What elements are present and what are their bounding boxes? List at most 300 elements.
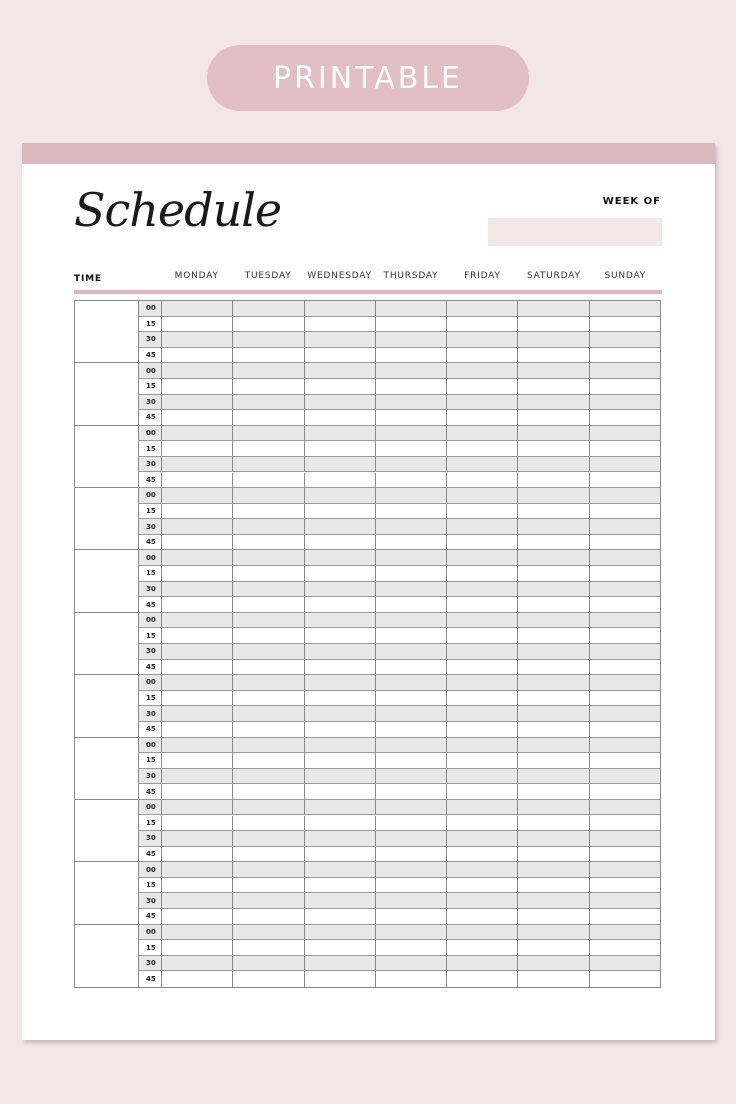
slot-cell-thursday[interactable]: [376, 488, 447, 503]
slot-cell-monday[interactable]: [162, 410, 233, 425]
slot-cell-tuesday[interactable]: [233, 628, 304, 643]
slot-cell-sunday[interactable]: [590, 784, 660, 799]
slot-cell-wednesday[interactable]: [305, 395, 376, 410]
slot-cell-saturday[interactable]: [518, 410, 589, 425]
slot-cell-saturday[interactable]: [518, 317, 589, 332]
slot-cell-friday[interactable]: [447, 410, 518, 425]
slot-cell-tuesday[interactable]: [233, 519, 304, 534]
slot-cell-saturday[interactable]: [518, 582, 589, 597]
slot-cell-monday[interactable]: [162, 441, 233, 456]
hour-cell[interactable]: [75, 426, 139, 488]
slot-cell-thursday[interactable]: [376, 831, 447, 846]
slot-cell-sunday[interactable]: [590, 706, 660, 721]
slot-cell-friday[interactable]: [447, 706, 518, 721]
slot-cell-sunday[interactable]: [590, 426, 660, 441]
slot-cell-sunday[interactable]: [590, 800, 660, 815]
slot-cell-tuesday[interactable]: [233, 597, 304, 612]
slot-cell-wednesday[interactable]: [305, 644, 376, 659]
slot-cell-wednesday[interactable]: [305, 925, 376, 940]
slot-cell-wednesday[interactable]: [305, 816, 376, 831]
slot-cell-monday[interactable]: [162, 628, 233, 643]
slot-cell-friday[interactable]: [447, 831, 518, 846]
slot-cell-thursday[interactable]: [376, 893, 447, 908]
slot-cell-thursday[interactable]: [376, 847, 447, 862]
hour-cell[interactable]: [75, 301, 139, 363]
slot-cell-thursday[interactable]: [376, 722, 447, 737]
slot-cell-monday[interactable]: [162, 597, 233, 612]
slot-cell-thursday[interactable]: [376, 769, 447, 784]
slot-cell-saturday[interactable]: [518, 847, 589, 862]
slot-cell-wednesday[interactable]: [305, 582, 376, 597]
hour-cell[interactable]: [75, 363, 139, 425]
slot-cell-thursday[interactable]: [376, 301, 447, 316]
slot-cell-thursday[interactable]: [376, 691, 447, 706]
slot-cell-monday[interactable]: [162, 504, 233, 519]
slot-cell-saturday[interactable]: [518, 784, 589, 799]
slot-cell-saturday[interactable]: [518, 956, 589, 971]
slot-cell-wednesday[interactable]: [305, 909, 376, 924]
slot-cell-tuesday[interactable]: [233, 363, 304, 378]
slot-cell-monday[interactable]: [162, 566, 233, 581]
slot-cell-friday[interactable]: [447, 441, 518, 456]
slot-cell-tuesday[interactable]: [233, 395, 304, 410]
slot-cell-sunday[interactable]: [590, 816, 660, 831]
slot-cell-friday[interactable]: [447, 550, 518, 565]
slot-cell-sunday[interactable]: [590, 550, 660, 565]
slot-cell-friday[interactable]: [447, 644, 518, 659]
slot-cell-saturday[interactable]: [518, 613, 589, 628]
slot-cell-tuesday[interactable]: [233, 535, 304, 550]
hour-cell[interactable]: [75, 488, 139, 550]
slot-cell-sunday[interactable]: [590, 332, 660, 347]
slot-cell-sunday[interactable]: [590, 597, 660, 612]
slot-cell-wednesday[interactable]: [305, 800, 376, 815]
slot-cell-wednesday[interactable]: [305, 566, 376, 581]
slot-cell-thursday[interactable]: [376, 317, 447, 332]
slot-cell-sunday[interactable]: [590, 738, 660, 753]
week-of-field[interactable]: [488, 218, 662, 246]
slot-cell-saturday[interactable]: [518, 644, 589, 659]
slot-cell-monday[interactable]: [162, 395, 233, 410]
slot-cell-monday[interactable]: [162, 784, 233, 799]
slot-cell-sunday[interactable]: [590, 691, 660, 706]
slot-cell-saturday[interactable]: [518, 488, 589, 503]
slot-cell-wednesday[interactable]: [305, 348, 376, 363]
slot-cell-thursday[interactable]: [376, 473, 447, 488]
slot-cell-tuesday[interactable]: [233, 550, 304, 565]
slot-cell-monday[interactable]: [162, 301, 233, 316]
slot-cell-wednesday[interactable]: [305, 332, 376, 347]
slot-cell-thursday[interactable]: [376, 441, 447, 456]
slot-cell-monday[interactable]: [162, 800, 233, 815]
slot-cell-friday[interactable]: [447, 332, 518, 347]
slot-cell-sunday[interactable]: [590, 504, 660, 519]
slot-cell-friday[interactable]: [447, 488, 518, 503]
slot-cell-thursday[interactable]: [376, 613, 447, 628]
slot-cell-saturday[interactable]: [518, 597, 589, 612]
slot-cell-thursday[interactable]: [376, 909, 447, 924]
slot-cell-wednesday[interactable]: [305, 691, 376, 706]
slot-cell-thursday[interactable]: [376, 925, 447, 940]
hour-cell[interactable]: [75, 862, 139, 924]
slot-cell-saturday[interactable]: [518, 535, 589, 550]
slot-cell-saturday[interactable]: [518, 426, 589, 441]
slot-cell-tuesday[interactable]: [233, 909, 304, 924]
slot-cell-wednesday[interactable]: [305, 722, 376, 737]
slot-cell-saturday[interactable]: [518, 940, 589, 955]
slot-cell-friday[interactable]: [447, 691, 518, 706]
slot-cell-tuesday[interactable]: [233, 426, 304, 441]
slot-cell-tuesday[interactable]: [233, 488, 304, 503]
slot-cell-wednesday[interactable]: [305, 738, 376, 753]
slot-cell-sunday[interactable]: [590, 956, 660, 971]
slot-cell-monday[interactable]: [162, 644, 233, 659]
slot-cell-sunday[interactable]: [590, 582, 660, 597]
slot-cell-wednesday[interactable]: [305, 473, 376, 488]
slot-cell-sunday[interactable]: [590, 301, 660, 316]
slot-cell-wednesday[interactable]: [305, 971, 376, 987]
slot-cell-thursday[interactable]: [376, 348, 447, 363]
hour-cell[interactable]: [75, 800, 139, 862]
slot-cell-friday[interactable]: [447, 909, 518, 924]
slot-cell-sunday[interactable]: [590, 566, 660, 581]
slot-cell-wednesday[interactable]: [305, 488, 376, 503]
slot-cell-monday[interactable]: [162, 691, 233, 706]
slot-cell-sunday[interactable]: [590, 878, 660, 893]
slot-cell-saturday[interactable]: [518, 550, 589, 565]
slot-cell-monday[interactable]: [162, 675, 233, 690]
slot-cell-saturday[interactable]: [518, 348, 589, 363]
slot-cell-tuesday[interactable]: [233, 301, 304, 316]
slot-cell-saturday[interactable]: [518, 519, 589, 534]
slot-cell-sunday[interactable]: [590, 441, 660, 456]
slot-cell-thursday[interactable]: [376, 784, 447, 799]
slot-cell-saturday[interactable]: [518, 816, 589, 831]
slot-cell-tuesday[interactable]: [233, 816, 304, 831]
slot-cell-sunday[interactable]: [590, 893, 660, 908]
slot-cell-saturday[interactable]: [518, 504, 589, 519]
hour-cell[interactable]: [75, 613, 139, 675]
slot-cell-saturday[interactable]: [518, 722, 589, 737]
slot-cell-thursday[interactable]: [376, 332, 447, 347]
slot-cell-friday[interactable]: [447, 800, 518, 815]
slot-cell-monday[interactable]: [162, 519, 233, 534]
slot-cell-tuesday[interactable]: [233, 831, 304, 846]
slot-cell-thursday[interactable]: [376, 550, 447, 565]
slot-cell-wednesday[interactable]: [305, 753, 376, 768]
slot-cell-monday[interactable]: [162, 816, 233, 831]
slot-cell-sunday[interactable]: [590, 675, 660, 690]
slot-cell-saturday[interactable]: [518, 332, 589, 347]
slot-cell-friday[interactable]: [447, 566, 518, 581]
slot-cell-sunday[interactable]: [590, 909, 660, 924]
slot-cell-saturday[interactable]: [518, 691, 589, 706]
slot-cell-friday[interactable]: [447, 862, 518, 877]
slot-cell-wednesday[interactable]: [305, 301, 376, 316]
slot-cell-saturday[interactable]: [518, 473, 589, 488]
slot-cell-friday[interactable]: [447, 519, 518, 534]
slot-cell-friday[interactable]: [447, 940, 518, 955]
slot-cell-friday[interactable]: [447, 317, 518, 332]
slot-cell-tuesday[interactable]: [233, 348, 304, 363]
slot-cell-friday[interactable]: [447, 504, 518, 519]
hour-cell[interactable]: [75, 738, 139, 800]
slot-cell-tuesday[interactable]: [233, 332, 304, 347]
slot-cell-friday[interactable]: [447, 613, 518, 628]
slot-cell-saturday[interactable]: [518, 800, 589, 815]
slot-cell-sunday[interactable]: [590, 348, 660, 363]
slot-cell-sunday[interactable]: [590, 660, 660, 675]
slot-cell-thursday[interactable]: [376, 675, 447, 690]
slot-cell-wednesday[interactable]: [305, 613, 376, 628]
slot-cell-monday[interactable]: [162, 753, 233, 768]
slot-cell-monday[interactable]: [162, 940, 233, 955]
slot-cell-tuesday[interactable]: [233, 675, 304, 690]
slot-cell-friday[interactable]: [447, 769, 518, 784]
slot-cell-friday[interactable]: [447, 348, 518, 363]
slot-cell-thursday[interactable]: [376, 504, 447, 519]
slot-cell-wednesday[interactable]: [305, 504, 376, 519]
slot-cell-monday[interactable]: [162, 971, 233, 987]
slot-cell-friday[interactable]: [447, 660, 518, 675]
slot-cell-monday[interactable]: [162, 488, 233, 503]
slot-cell-thursday[interactable]: [376, 410, 447, 425]
slot-cell-thursday[interactable]: [376, 706, 447, 721]
slot-cell-friday[interactable]: [447, 925, 518, 940]
slot-cell-tuesday[interactable]: [233, 862, 304, 877]
slot-cell-thursday[interactable]: [376, 940, 447, 955]
slot-cell-wednesday[interactable]: [305, 535, 376, 550]
slot-cell-friday[interactable]: [447, 363, 518, 378]
slot-cell-saturday[interactable]: [518, 831, 589, 846]
slot-cell-thursday[interactable]: [376, 753, 447, 768]
slot-cell-saturday[interactable]: [518, 675, 589, 690]
slot-cell-monday[interactable]: [162, 862, 233, 877]
slot-cell-wednesday[interactable]: [305, 893, 376, 908]
slot-cell-thursday[interactable]: [376, 878, 447, 893]
slot-cell-friday[interactable]: [447, 816, 518, 831]
slot-cell-tuesday[interactable]: [233, 379, 304, 394]
slot-cell-sunday[interactable]: [590, 317, 660, 332]
slot-cell-sunday[interactable]: [590, 488, 660, 503]
hour-cell[interactable]: [75, 925, 139, 987]
slot-cell-tuesday[interactable]: [233, 800, 304, 815]
slot-cell-sunday[interactable]: [590, 971, 660, 987]
slot-cell-monday[interactable]: [162, 457, 233, 472]
slot-cell-wednesday[interactable]: [305, 457, 376, 472]
slot-cell-wednesday[interactable]: [305, 675, 376, 690]
slot-cell-thursday[interactable]: [376, 644, 447, 659]
slot-cell-tuesday[interactable]: [233, 722, 304, 737]
slot-cell-tuesday[interactable]: [233, 317, 304, 332]
slot-cell-friday[interactable]: [447, 675, 518, 690]
slot-cell-friday[interactable]: [447, 628, 518, 643]
slot-cell-wednesday[interactable]: [305, 956, 376, 971]
slot-cell-friday[interactable]: [447, 535, 518, 550]
slot-cell-saturday[interactable]: [518, 769, 589, 784]
slot-cell-sunday[interactable]: [590, 769, 660, 784]
slot-cell-friday[interactable]: [447, 956, 518, 971]
slot-cell-saturday[interactable]: [518, 893, 589, 908]
slot-cell-wednesday[interactable]: [305, 363, 376, 378]
slot-cell-saturday[interactable]: [518, 706, 589, 721]
slot-cell-wednesday[interactable]: [305, 784, 376, 799]
slot-cell-sunday[interactable]: [590, 395, 660, 410]
slot-cell-monday[interactable]: [162, 738, 233, 753]
slot-cell-friday[interactable]: [447, 722, 518, 737]
slot-cell-tuesday[interactable]: [233, 753, 304, 768]
slot-cell-friday[interactable]: [447, 582, 518, 597]
slot-cell-tuesday[interactable]: [233, 566, 304, 581]
slot-cell-thursday[interactable]: [376, 956, 447, 971]
slot-cell-thursday[interactable]: [376, 426, 447, 441]
slot-cell-monday[interactable]: [162, 831, 233, 846]
slot-cell-wednesday[interactable]: [305, 379, 376, 394]
slot-cell-wednesday[interactable]: [305, 426, 376, 441]
slot-cell-monday[interactable]: [162, 473, 233, 488]
slot-cell-saturday[interactable]: [518, 628, 589, 643]
slot-cell-sunday[interactable]: [590, 940, 660, 955]
slot-cell-tuesday[interactable]: [233, 956, 304, 971]
slot-cell-friday[interactable]: [447, 893, 518, 908]
slot-cell-tuesday[interactable]: [233, 613, 304, 628]
slot-cell-thursday[interactable]: [376, 582, 447, 597]
slot-cell-thursday[interactable]: [376, 363, 447, 378]
slot-cell-monday[interactable]: [162, 332, 233, 347]
slot-cell-wednesday[interactable]: [305, 831, 376, 846]
hour-cell[interactable]: [75, 550, 139, 612]
slot-cell-thursday[interactable]: [376, 800, 447, 815]
slot-cell-saturday[interactable]: [518, 660, 589, 675]
slot-cell-tuesday[interactable]: [233, 504, 304, 519]
slot-cell-monday[interactable]: [162, 893, 233, 908]
slot-cell-wednesday[interactable]: [305, 847, 376, 862]
slot-cell-tuesday[interactable]: [233, 847, 304, 862]
slot-cell-thursday[interactable]: [376, 816, 447, 831]
slot-cell-sunday[interactable]: [590, 925, 660, 940]
slot-cell-thursday[interactable]: [376, 628, 447, 643]
slot-cell-friday[interactable]: [447, 597, 518, 612]
slot-cell-thursday[interactable]: [376, 971, 447, 987]
slot-cell-saturday[interactable]: [518, 878, 589, 893]
slot-cell-saturday[interactable]: [518, 738, 589, 753]
slot-cell-tuesday[interactable]: [233, 738, 304, 753]
slot-cell-thursday[interactable]: [376, 395, 447, 410]
slot-cell-sunday[interactable]: [590, 644, 660, 659]
slot-cell-monday[interactable]: [162, 769, 233, 784]
slot-cell-thursday[interactable]: [376, 566, 447, 581]
slot-cell-wednesday[interactable]: [305, 519, 376, 534]
slot-cell-saturday[interactable]: [518, 379, 589, 394]
slot-cell-wednesday[interactable]: [305, 410, 376, 425]
slot-cell-sunday[interactable]: [590, 457, 660, 472]
slot-cell-monday[interactable]: [162, 379, 233, 394]
slot-cell-friday[interactable]: [447, 971, 518, 987]
slot-cell-tuesday[interactable]: [233, 691, 304, 706]
slot-cell-sunday[interactable]: [590, 519, 660, 534]
slot-cell-monday[interactable]: [162, 426, 233, 441]
slot-cell-tuesday[interactable]: [233, 644, 304, 659]
slot-cell-monday[interactable]: [162, 613, 233, 628]
slot-cell-friday[interactable]: [447, 784, 518, 799]
slot-cell-tuesday[interactable]: [233, 769, 304, 784]
slot-cell-tuesday[interactable]: [233, 473, 304, 488]
slot-cell-monday[interactable]: [162, 348, 233, 363]
slot-cell-sunday[interactable]: [590, 379, 660, 394]
slot-cell-wednesday[interactable]: [305, 862, 376, 877]
slot-cell-thursday[interactable]: [376, 457, 447, 472]
slot-cell-monday[interactable]: [162, 706, 233, 721]
slot-cell-sunday[interactable]: [590, 473, 660, 488]
slot-cell-friday[interactable]: [447, 753, 518, 768]
slot-cell-tuesday[interactable]: [233, 660, 304, 675]
slot-cell-monday[interactable]: [162, 660, 233, 675]
slot-cell-thursday[interactable]: [376, 379, 447, 394]
slot-cell-tuesday[interactable]: [233, 878, 304, 893]
slot-cell-friday[interactable]: [447, 847, 518, 862]
slot-cell-saturday[interactable]: [518, 753, 589, 768]
slot-cell-thursday[interactable]: [376, 862, 447, 877]
slot-cell-monday[interactable]: [162, 550, 233, 565]
slot-cell-wednesday[interactable]: [305, 550, 376, 565]
slot-cell-monday[interactable]: [162, 847, 233, 862]
slot-cell-friday[interactable]: [447, 738, 518, 753]
slot-cell-friday[interactable]: [447, 473, 518, 488]
slot-cell-tuesday[interactable]: [233, 706, 304, 721]
slot-cell-monday[interactable]: [162, 925, 233, 940]
slot-cell-sunday[interactable]: [590, 753, 660, 768]
slot-cell-wednesday[interactable]: [305, 940, 376, 955]
slot-cell-monday[interactable]: [162, 363, 233, 378]
slot-cell-friday[interactable]: [447, 426, 518, 441]
hour-cell[interactable]: [75, 675, 139, 737]
slot-cell-wednesday[interactable]: [305, 769, 376, 784]
slot-cell-thursday[interactable]: [376, 660, 447, 675]
slot-cell-monday[interactable]: [162, 535, 233, 550]
slot-cell-monday[interactable]: [162, 317, 233, 332]
slot-cell-tuesday[interactable]: [233, 410, 304, 425]
slot-cell-saturday[interactable]: [518, 441, 589, 456]
slot-cell-tuesday[interactable]: [233, 457, 304, 472]
slot-cell-tuesday[interactable]: [233, 925, 304, 940]
slot-cell-wednesday[interactable]: [305, 878, 376, 893]
slot-cell-sunday[interactable]: [590, 410, 660, 425]
slot-cell-sunday[interactable]: [590, 862, 660, 877]
slot-cell-monday[interactable]: [162, 722, 233, 737]
slot-cell-friday[interactable]: [447, 301, 518, 316]
slot-cell-monday[interactable]: [162, 956, 233, 971]
slot-cell-sunday[interactable]: [590, 628, 660, 643]
slot-cell-saturday[interactable]: [518, 971, 589, 987]
slot-cell-saturday[interactable]: [518, 925, 589, 940]
slot-cell-friday[interactable]: [447, 457, 518, 472]
slot-cell-monday[interactable]: [162, 909, 233, 924]
slot-cell-saturday[interactable]: [518, 301, 589, 316]
slot-cell-saturday[interactable]: [518, 909, 589, 924]
slot-cell-wednesday[interactable]: [305, 706, 376, 721]
slot-cell-wednesday[interactable]: [305, 441, 376, 456]
slot-cell-friday[interactable]: [447, 395, 518, 410]
slot-cell-wednesday[interactable]: [305, 660, 376, 675]
slot-cell-tuesday[interactable]: [233, 971, 304, 987]
slot-cell-sunday[interactable]: [590, 535, 660, 550]
slot-cell-sunday[interactable]: [590, 847, 660, 862]
slot-cell-wednesday[interactable]: [305, 597, 376, 612]
slot-cell-thursday[interactable]: [376, 597, 447, 612]
slot-cell-friday[interactable]: [447, 878, 518, 893]
slot-cell-tuesday[interactable]: [233, 893, 304, 908]
slot-cell-saturday[interactable]: [518, 566, 589, 581]
